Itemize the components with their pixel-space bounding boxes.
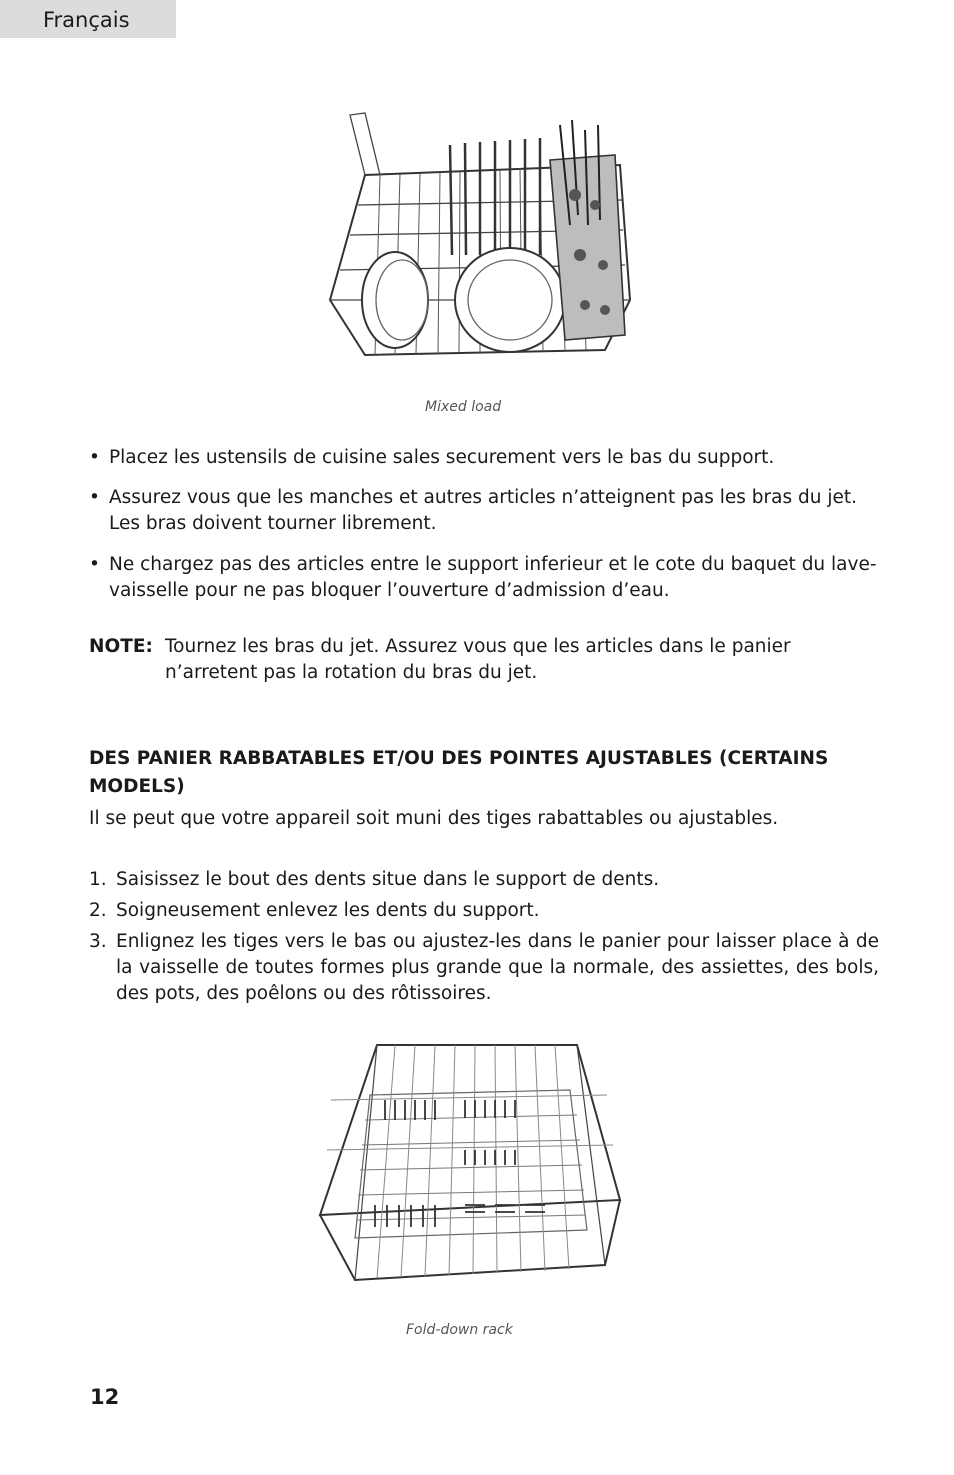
step-item: 1. Saisissez le bout des dents situe dans le support de dents. [89,869,660,890]
list-item: • Assurez vous que les manches et autres articles n’atteignent pas les bras du jet. Les bras doivent tourner librement. [89,487,858,534]
note-block [89,634,879,686]
figure-caption-fold-down-rack: Fold-down rack [406,1322,513,1338]
list-item: • Ne chargez pas des articles entre le support inferieur et le cote du baquet du lave-vaisselle pour ne pas bloquer l’ouverture d’admission d’eau. [89,554,877,601]
list-item: • Placez les ustensils de cuisine sales securement vers le bas du support. [89,447,775,468]
step-item: 2. Soigneusement enlevez les dents du support. [89,900,540,921]
page-number: 12 [90,1385,120,1409]
figure-caption-mixed-load: Mixed load [425,399,502,415]
note-label: NOTE: [89,636,153,657]
section-heading: DES PANIER RABBATABLES ET/OU DES POINTES AJUSTABLES (CERTAINS MODELS) [89,748,829,797]
language-tab: Français [0,0,176,38]
fold-down-rack-illustration [315,1040,625,1290]
mixed-load-illustration [320,105,640,365]
step-item: 3. Enlignez les tiges vers le bas ou ajustez-les dans le panier pour laisser place à de la vaisselle de toutes formes plus grande que la normale, des assiettes, des bols, des pots, des poêlons ou des rôtissoires. [89,931,879,1004]
note-text: Tournez les bras du jet. Assurez vous que les articles dans le panier n’arretent pas la rotation du bras du jet. [165,636,791,683]
section-intro: Il se peut que votre appareil soit muni des tiges rabattables ou ajustables. [89,808,779,829]
